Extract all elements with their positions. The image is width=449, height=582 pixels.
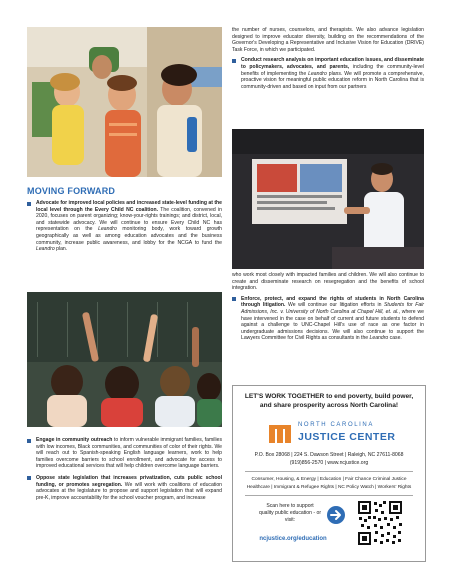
outreach-bullet-text: to inform vulnerable immigrant families, families with low incomes, Black communities, and communities of color of their rights. We will reach out to Spanish-speaking English language learners, work to help families overcome barriers to school enrollment, and advocate for access to improved educational services that will help children overcome language barriers. (36, 437, 223, 470)
programs-line-2: Healthcare | Immigrant & Refugee Rights | NC Policy Watch | Workers' Rights (246, 485, 412, 490)
oppose-bullet-lead: Oppose state legislation that increases privatization, cuts public school funding, or promotes segregation. (36, 474, 222, 488)
litigation-bullet-text-a: We will continue our litigation efforts in (285, 302, 385, 309)
donate-url-link[interactable]: ncjustice.org/education (259, 536, 327, 542)
research-bullet (232, 57, 424, 90)
phone-and-website[interactable]: (919)856-2570 | www.ncjustice.org (289, 460, 369, 466)
drive-paragraph: the number of nurses, counselors, and therapists. We also advance legislation designed to improve educator diversity, building on the recommendations of the Governor's Developing a Representative and Inclusive Vision for Education (DRIVE) Task Force, in which we participated. (232, 27, 424, 53)
advocate-bullet-text-c: plan. (54, 246, 68, 253)
justice-center-logo (267, 422, 397, 446)
litigation-bullet-lead: Enforce, protect, and expand the rights of students in North Carolina through litigation. (241, 295, 424, 309)
classroom-photo-bottom (27, 292, 222, 427)
advocate-bullet-italic-2: Leandro (36, 246, 55, 253)
litigation-bullet-text-b: , where we have intervened in the case on behalf of current and future students to defend against a challenge to UNC-Chapel Hill's use of race as one factor in undergraduate admissions decisions. We will also continue to support the Lawyers Committee for Civil Rights as consultants in the (241, 308, 424, 342)
litigation-bullet-italic-2: Leandro (369, 335, 389, 342)
research-bullet-text-a: including the community-level benefits of implementing the (241, 63, 425, 77)
qr-code[interactable] (357, 500, 403, 546)
advocate-bullet-text-a: The coalition, convened in 2020, focuses on parent organizing; know-your-rights trainings; and district, local, and statewide advocacy. We will continue to ensure Every Child NC has representation on the (36, 206, 222, 233)
justice-center-logo-icon (267, 422, 293, 446)
litigation-bullet-text-c: case. (388, 335, 402, 342)
left-column-mid-text (27, 200, 222, 258)
divider (245, 495, 413, 496)
arrow-right-icon (327, 506, 345, 524)
research-bullet-lead: Conduct research analysis on important education issues, and disseminate to policymakers, advocates, and parents, (241, 57, 424, 70)
cta-headline: LET'S WORK TOGETHER to end poverty, build power, and share prosperity across North Carolina! (244, 393, 414, 409)
advocate-bullet-lead: Advocate for improved local policies and increased state-level funding at the local level through the Every Child NC coalition. (36, 200, 222, 213)
litigation-bullet (232, 296, 424, 342)
divider (245, 471, 413, 472)
scan-prompt: Scan here to support quality public education - or visit: (259, 503, 322, 523)
call-to-action-box (232, 385, 426, 562)
research-bullet-text-b: plans. We will promote a comprehensive, proactive vision for meaningful public education reform in North Carolina that is community-driven and based on input from our partners (241, 70, 425, 90)
advocate-bullet-italic-1: Leandro (98, 226, 117, 233)
advocate-bullet-text-b: monitoring body, work toward growth geographically as well as among education advocates and the business community, increase public awareness, and lobby for the NCGA to fund the (36, 226, 222, 246)
mailing-address: P.O. Box 28068 | 224 S. Dawson Street | Raleigh, NC 27611-8068 (254, 452, 404, 458)
outreach-bullet-lead: Engage in community outreach (36, 437, 113, 443)
research-bullet-italic: Leandro (308, 70, 327, 77)
litigation-bullet-italic-1: Students for Fair Admissions, Inc. v. University of North Carolina at Chapel Hill, et. al. (241, 302, 425, 315)
oppose-bullet-text: We will work with coalitions of education advocates at the legislature to propose and support legislation that will expand pre-K, improve accountability for the school voucher program, and increase (36, 481, 222, 501)
impacted-families-paragraph: who work most closely with impacted families and children. We will also continue to create and disseminate research on resegregation and the benefits of school integration. (232, 272, 424, 292)
outreach-bullet (27, 437, 222, 470)
moving-forward-heading: MOVING FORWARD (27, 186, 116, 196)
oppose-bullet (27, 475, 222, 501)
presenter-photo (232, 129, 424, 269)
right-column-top-text (232, 27, 424, 95)
logo-top-text: NORTH CAROLINA (298, 422, 374, 428)
logo-bottom-text: JUSTICE CENTER (298, 431, 396, 443)
classroom-photo-top (27, 27, 222, 177)
right-column-mid-text (232, 272, 424, 347)
advocate-bullet (27, 200, 222, 253)
left-column-bottom-text (27, 437, 222, 506)
programs-line-1: Consumer, Housing, & Energy | Education | Fair Chance Criminal Justice (251, 477, 407, 482)
